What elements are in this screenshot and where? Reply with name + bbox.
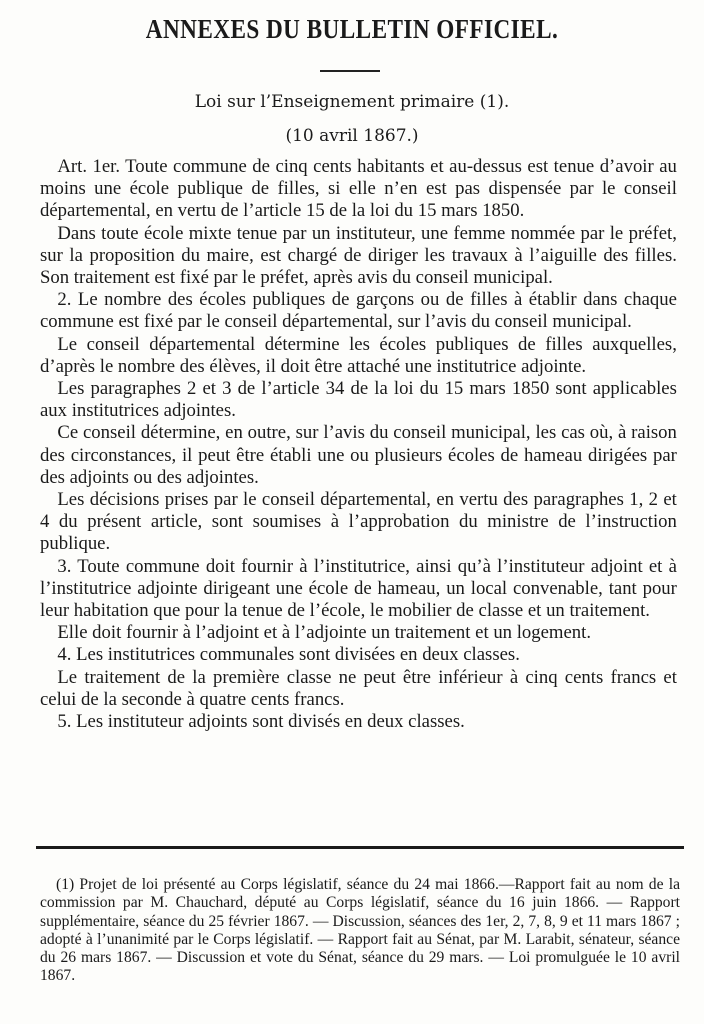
- law-title: Loi sur l’Enseignement primaire (1).: [194, 92, 510, 112]
- paragraph: Les décisions prises par le conseil départemental, en vertu des paragraphes 1, 2 et 4 du présent article, sont soumises à l’approbation du ministre de l’instruction publique.: [40, 489, 677, 555]
- page-header: ANNEXES DU BULLETIN OFFICIEL.: [145, 14, 559, 44]
- law-body: [40, 156, 677, 733]
- paragraph: 4. Les institutrices communales sont divisées en deux classes.: [57, 644, 520, 666]
- law-date: (10 avril 1867.): [285, 126, 419, 146]
- paragraph: Art. 1er. Toute commune de cinq cents habitants et au-dessus est tenue d’avoir au moins une école publique de filles, si elle n’en est pas dispensée par le conseil départemental, en vertu de l’article 15 de la loi du 15 mars 1850.: [40, 156, 677, 222]
- header-divider: [320, 70, 380, 72]
- paragraph: 3. Toute commune doit fournir à l’institutrice, ainsi qu’à l’instituteur adjoint et à l’institutrice adjointe dirigeant une école de hameau, un local convenable, tant pour leur habitation que pour la tenue de l’école, le mobilier de classe et un traitement.: [40, 555, 677, 622]
- paragraph: Le conseil départemental détermine les écoles publiques de filles auxquelles, d’après le nombre des élèves, il doit être attaché une institutrice adjointe.: [40, 333, 677, 377]
- paragraph: Ce conseil détermine, en outre, sur l’avis du conseil municipal, les cas où, à raison des circonstances, il peut être établi une ou plusieurs écoles de hameau dirigées par des adjoints ou des adjointes.: [40, 422, 677, 488]
- paragraph: Dans toute école mixte tenue par un instituteur, une femme nommée par le préfet, sur la proposition du maire, est chargé de diriger les travaux à l’aiguille des filles. Son traitement est fixé par le préfet, après avis du conseil municipal.: [40, 222, 677, 289]
- footnote: [40, 876, 680, 986]
- paragraph: 2. Le nombre des écoles publiques de garçons ou de filles à établir dans chaque commune est fixé par le conseil départemental, sur l’avis du conseil municipal.: [40, 289, 677, 333]
- paragraph: Elle doit fournir à l’adjoint et à l’adjointe un traitement et un logement.: [57, 622, 592, 644]
- paragraph: Les paragraphes 2 et 3 de l’article 34 de la loi du 15 mars 1850 sont applicables aux institutrices adjointes.: [40, 378, 677, 422]
- footnote-text: (1) Projet de loi présenté au Corps législatif, séance du 24 mai 1866.—Rapport fait au nom de la commission par M. Chauchard, député au Corps législatif, séance du 16 juin 1866. — Rapport supplémentaire, séance du 25 février 1867. — Discussion, séances des 1er, 2, 7, 8, 9 et 11 mars 1867 ; adopté à l’unanimité par le Corps législatif. — Rapport fait au Sénat, par M. Larabit, sénateur, séance du 26 mars 1867. — Discussion et vote du Sénat, séance du 29 mars. — Loi promulguée le 10 avril 1867.: [40, 876, 680, 985]
- footnote-divider: [36, 846, 684, 849]
- paragraph: Le traitement de la première classe ne peut être inférieur à cinq cents francs et celui de la seconde à quatre cents francs.: [40, 666, 677, 710]
- paragraph: 5. Les instituteur adjoints sont divisés en deux classes.: [57, 711, 465, 733]
